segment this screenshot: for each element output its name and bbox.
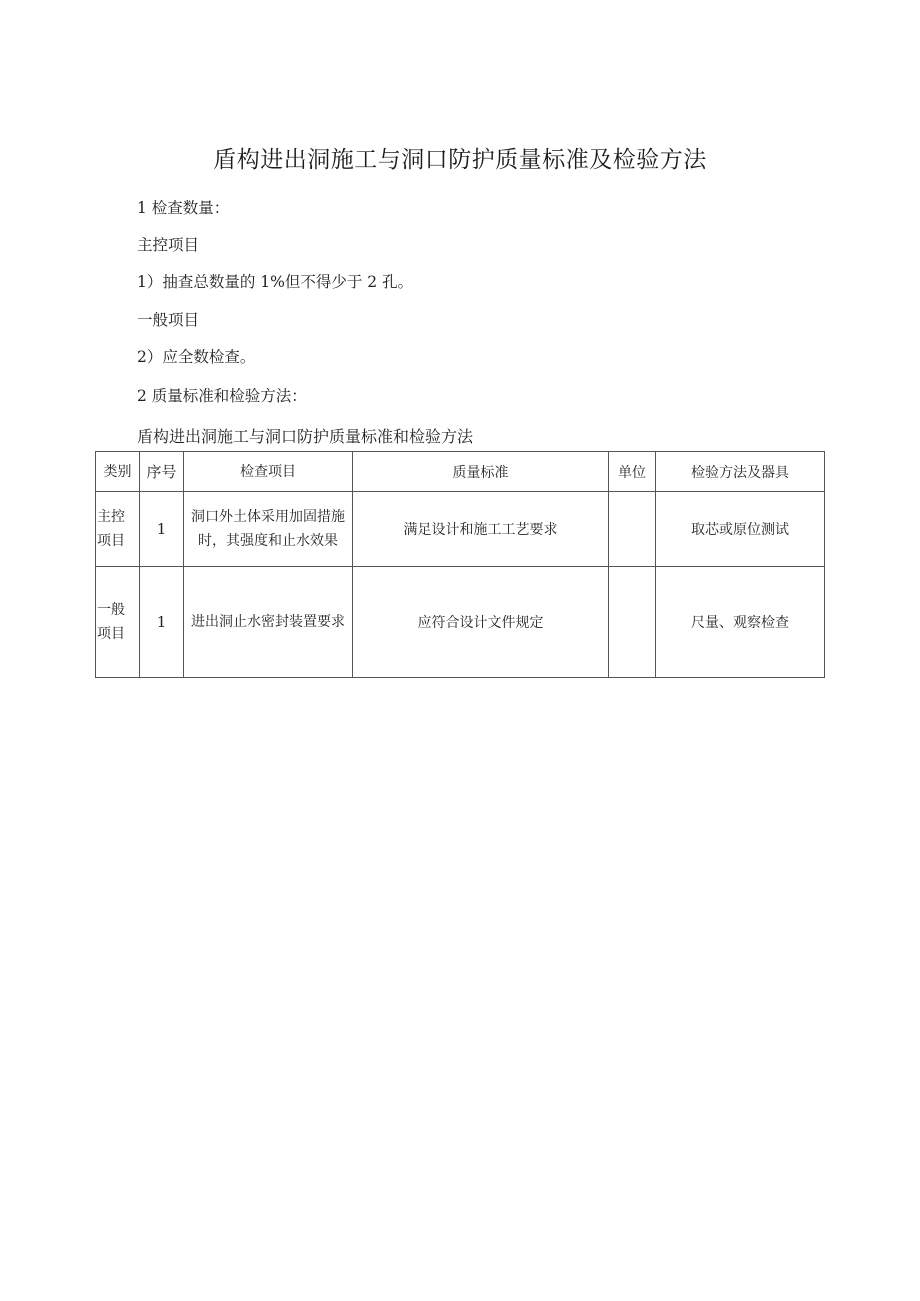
page-title: 盾构进出洞施工与洞口防护质量标准及检验方法 (213, 147, 707, 173)
cell-number: 1 (140, 567, 184, 678)
table-row (96, 492, 825, 567)
cell-inspection-item: 洞口外土体采用加固措施时，其强度和止水效果 (184, 492, 353, 567)
cell-number: 1 (140, 492, 184, 567)
paragraph-sampling-rule: 1）抽查总数量的 1%但不得少于 2 孔。 (137, 273, 414, 291)
cell-quality-standard: 满足设计和施工工艺要求 (353, 492, 609, 567)
table-row (96, 567, 825, 678)
cell-category: 一般项目 (96, 567, 140, 678)
paragraph-full-inspection: 2）应全数检查。 (137, 348, 256, 366)
cell-category: 主控项目 (96, 492, 140, 567)
cell-unit (609, 567, 656, 678)
header-method: 检验方法及器具 (656, 452, 825, 492)
header-unit: 单位 (609, 452, 656, 492)
cell-quality-standard: 应符合设计文件规定 (353, 567, 609, 678)
cell-unit (609, 492, 656, 567)
cell-inspection-item: 进出洞止水密封装置要求 (184, 567, 353, 678)
cell-method: 取芯或原位测试 (656, 492, 825, 567)
header-inspection-item: 检查项目 (184, 452, 353, 492)
quality-standards-table (95, 451, 825, 678)
header-category: 类别 (96, 452, 140, 492)
table-caption: 盾构进出洞施工与洞口防护质量标准和检验方法 (137, 427, 474, 446)
paragraph-main-control-items: 主控项目 (137, 236, 200, 254)
paragraph-quality-standards: 2 质量标准和检验方法： (137, 387, 307, 405)
paragraph-inspection-quantity: 1 检查数量： (137, 199, 230, 217)
paragraph-general-items: 一般项目 (137, 311, 200, 329)
cell-method: 尺量、观察检查 (656, 567, 825, 678)
header-number: 序号 (140, 452, 184, 492)
table-header-row (96, 452, 825, 492)
header-quality-standard: 质量标准 (353, 452, 609, 492)
